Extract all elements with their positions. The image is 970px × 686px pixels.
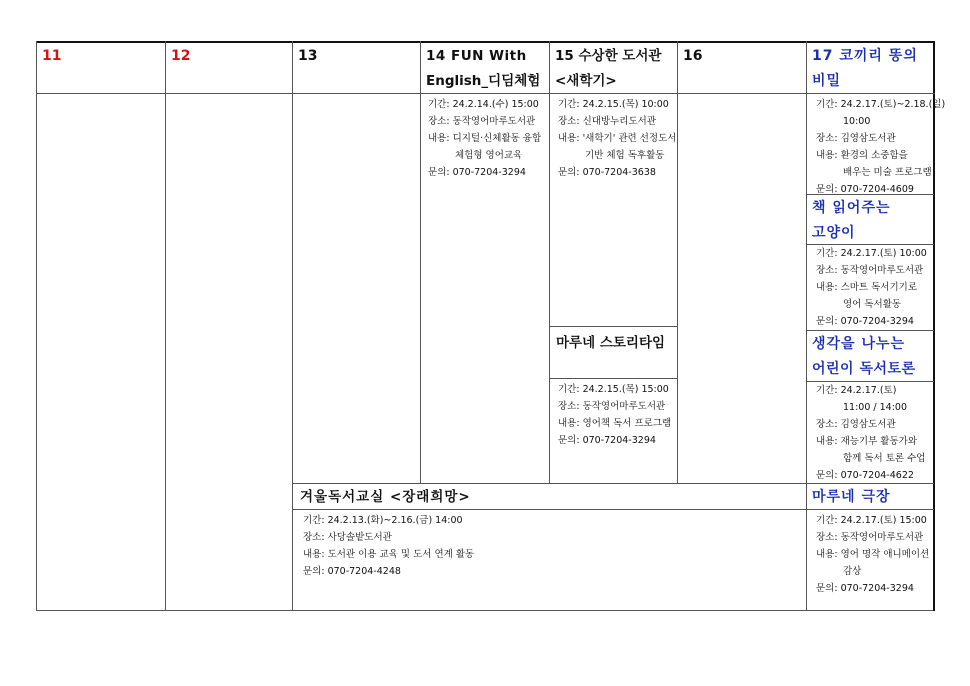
info-line: 기간: 24.2.17.(토)~2.18.(일) [816, 99, 946, 110]
info-line: 문의: 070-7204-3638 [558, 167, 656, 178]
day-16: 16 [683, 48, 703, 64]
kids-debate-title-line2: 어린이 독서토론 [812, 361, 916, 377]
table-bottom-border [36, 610, 935, 611]
col17-divider-c [806, 330, 934, 331]
info-line: 10:00 [843, 116, 871, 127]
day-17-title: 17 코끼리 똥의 [812, 48, 918, 64]
col-divider-16 [677, 41, 678, 483]
info-line: 내용: 영어책 독서 프로그램 [558, 418, 672, 429]
info-line: 문의: 070-7204-3294 [558, 435, 656, 446]
info-line: 기반 체험 독후활동 [585, 150, 665, 161]
col-divider-13 [292, 41, 293, 611]
info-line: 내용: 영어 명작 애니메이션 [816, 549, 930, 560]
info-line: 내용: '새학기' 관련 선정도서 [558, 133, 677, 144]
info-line: 함께 독서 토론 수업 [843, 453, 926, 464]
winter-divider-top [292, 483, 806, 484]
table-left-border [36, 41, 37, 611]
info-line: 기간: 24.2.14.(수) 15:00 [428, 99, 539, 110]
col15-divider-a [549, 326, 677, 327]
info-line: 기간: 24.2.17.(토) 15:00 [816, 515, 927, 526]
info-line: 기간: 24.2.13.(화)~2.16.(금) 14:00 [303, 515, 463, 526]
info-line: 장소: 신대방누리도서관 [558, 116, 656, 127]
info-line: 내용: 재능기부 활동가와 [816, 436, 918, 447]
info-line: 배우는 미술 프로그램 [843, 167, 932, 178]
info-line: 내용: 환경의 소중함을 [816, 150, 908, 161]
info-line: 장소: 김영삼도서관 [816, 419, 896, 430]
marune-theater-title: 마루네 극장 [812, 489, 891, 505]
col-divider-15 [549, 41, 550, 483]
info-line: 문의: 070-7204-4248 [303, 566, 401, 577]
info-line: 체험형 영어교육 [455, 150, 523, 161]
info-line: 기간: 24.2.17.(토) 10:00 [816, 248, 927, 259]
col-divider-17 [806, 41, 807, 611]
col17-divider-f [806, 509, 934, 510]
info-line: 문의: 070-7204-3294 [816, 583, 914, 594]
info-line: 감상 [843, 566, 862, 577]
day-15-title: 15 수상한 도서관 [555, 48, 662, 64]
header-divider [36, 93, 935, 94]
col-divider-12 [165, 41, 166, 611]
info-line: 장소: 동작영어마루도서관 [816, 532, 924, 543]
kids-debate-info [816, 382, 925, 484]
winter-class-info [303, 512, 474, 580]
day-14-title: 14 FUN With [426, 48, 527, 64]
info-line: 문의: 070-7204-4609 [816, 184, 914, 195]
info-line: 11:00 / 14:00 [843, 402, 907, 413]
marune-story-info [558, 381, 671, 449]
day-11: 11 [42, 48, 62, 64]
info-line: 기간: 24.2.15.(목) 10:00 [558, 99, 669, 110]
suspicious-library-info [558, 96, 676, 181]
info-line: 장소: 동작영어마루도서관 [558, 401, 666, 412]
table-top-border [36, 41, 935, 43]
info-line: 내용: 스마트 독서기기로 [816, 282, 918, 293]
info-line: 영어 독서활동 [843, 299, 902, 310]
info-line: 장소: 동작영어마루도서관 [428, 116, 536, 127]
info-line: 문의: 070-7204-3294 [816, 316, 914, 327]
info-line: 기간: 24.2.17.(토) [816, 385, 897, 396]
reading-cat-info [816, 245, 927, 330]
reading-cat-title: 책 읽어주는 [812, 200, 891, 216]
col15-divider-b [549, 378, 677, 379]
marune-theater-info [816, 512, 929, 597]
info-line: 장소: 사당솔밭도서관 [303, 532, 392, 543]
info-line: 문의: 070-7204-3294 [428, 167, 526, 178]
winter-divider-mid [292, 509, 806, 510]
elephant-poop-info [816, 96, 945, 198]
info-line: 문의: 070-7204-4622 [816, 470, 914, 481]
info-line: 기간: 24.2.15.(목) 15:00 [558, 384, 669, 395]
info-line: 장소: 김영삼도서관 [816, 133, 896, 144]
day-17-title-line2: 비밀 [812, 73, 842, 89]
info-line: 내용: 디지털·신체활동 융합 [428, 133, 542, 144]
day-15-title-line2: <새학기> [555, 73, 617, 89]
fun-english-info [428, 96, 541, 181]
day-14-title-line2: English_디딤체험 [426, 73, 541, 89]
reading-cat-title-line2: 고양이 [812, 225, 856, 241]
info-line: 장소: 동작영어마루도서관 [816, 265, 924, 276]
kids-debate-title: 생각을 나누는 [812, 336, 906, 352]
info-line: 내용: 도서관 이용 교육 및 도서 연계 활동 [303, 549, 475, 560]
day-12: 12 [171, 48, 191, 64]
winter-class-title: 겨울독서교실 <장래희망> [300, 489, 471, 505]
marune-story-title: 마루네 스토리타임 [556, 335, 666, 351]
col-divider-14 [420, 41, 421, 483]
day-13: 13 [298, 48, 318, 64]
